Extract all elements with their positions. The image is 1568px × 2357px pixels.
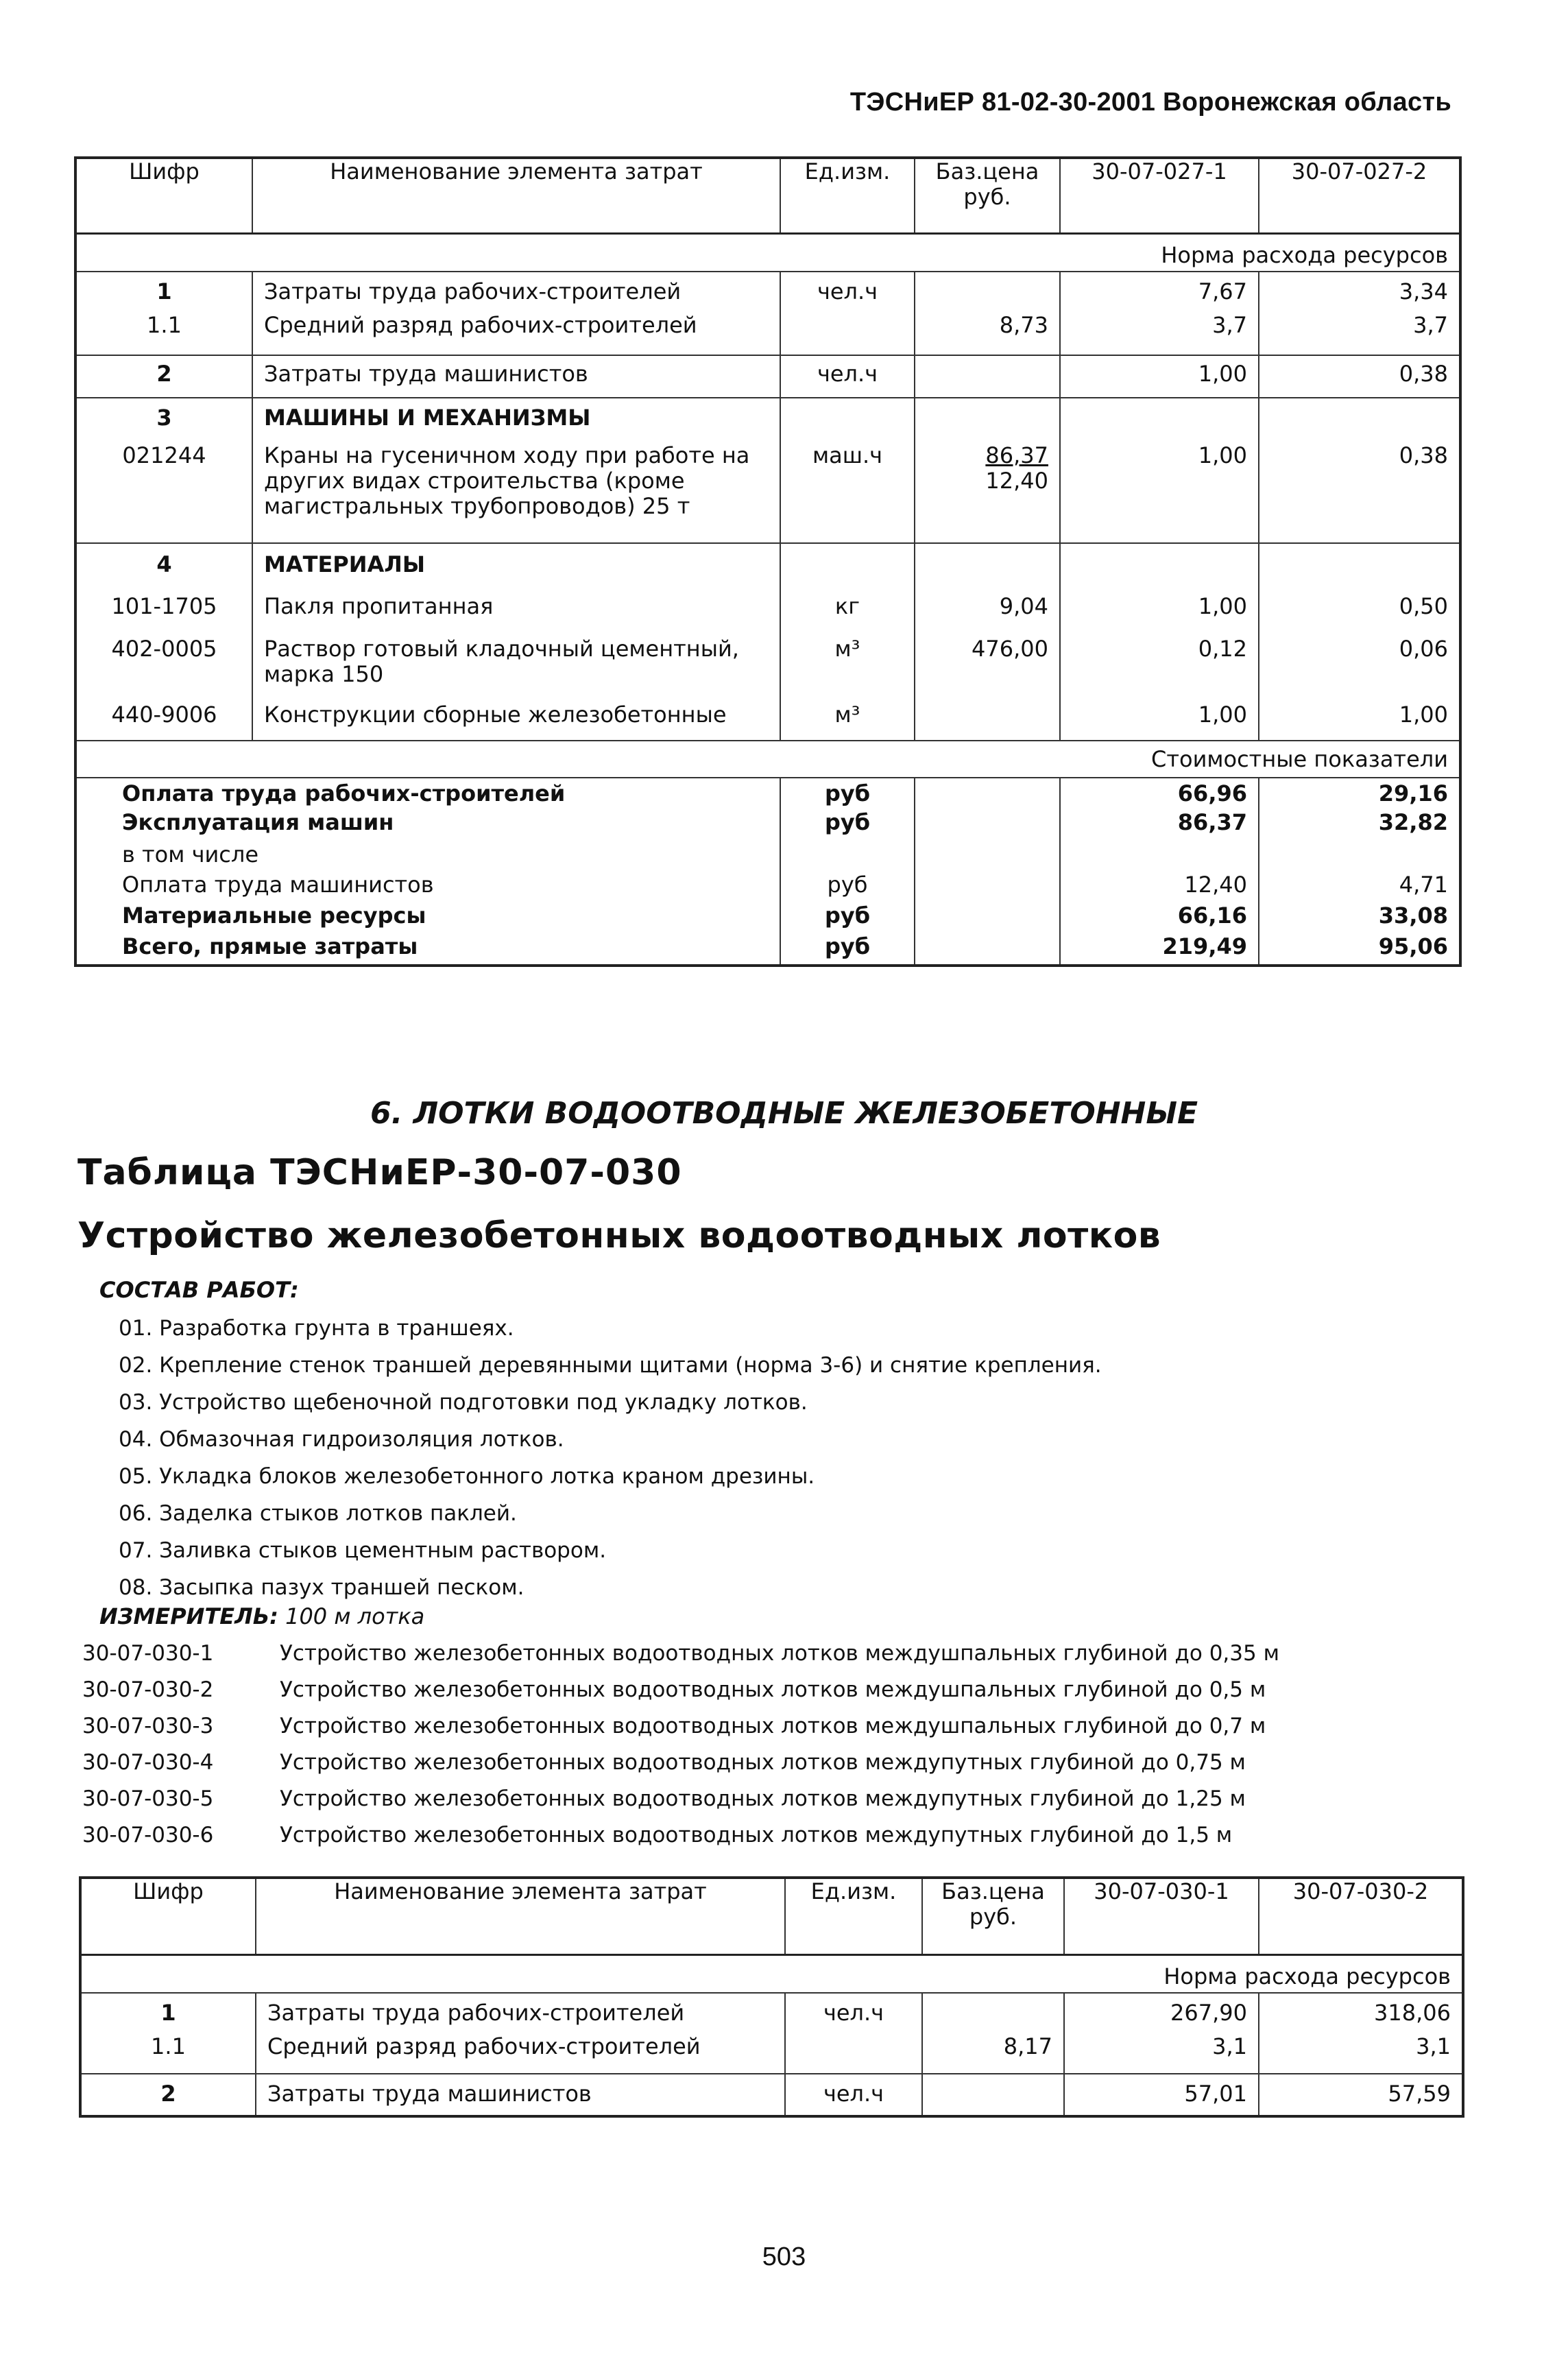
- norm-label: Норма расхода ресурсов: [75, 233, 1460, 272]
- norm-description: Устройство железобетонных водоотводных лотков междупутных глубиной до 0,75 м: [280, 1750, 1246, 1775]
- table-row: [75, 697, 1460, 741]
- header-col-2: 30-07-030-2: [1259, 1878, 1463, 1954]
- table-row: [75, 631, 1460, 697]
- row-code: 1: [156, 278, 172, 304]
- row-code: 2: [75, 355, 252, 398]
- norm-code: 30-07-030-1: [82, 1641, 214, 1666]
- row-price-operator: 12,40: [985, 468, 1048, 494]
- row-code: 440-9006: [111, 702, 217, 728]
- table-row: [75, 440, 1460, 543]
- list-item: [82, 1745, 1279, 1781]
- row-price: 8,17: [922, 2034, 1064, 2074]
- cost-unit: руб: [780, 872, 915, 903]
- row-name: Затраты труда рабочих-строителей: [256, 1993, 785, 2034]
- norm-label: Норма расхода ресурсов: [80, 1954, 1463, 1993]
- row-name: Конструкции сборные железобетонные: [252, 697, 780, 741]
- norm-description: Устройство железобетонных водоотводных лотков междушпальных глубиной до 0,5 м: [280, 1677, 1266, 1702]
- row-value-2: 0,38: [1259, 440, 1460, 543]
- row-value-1: 1,00: [1060, 440, 1259, 543]
- header-price: Баз.цена руб.: [915, 158, 1060, 233]
- cost-value-2: 33,08: [1259, 903, 1460, 934]
- cost-name: Всего, прямые затраты: [122, 933, 418, 959]
- table-caption: Таблица ТЭСНиЕР-30-07-030: [77, 1152, 682, 1193]
- cost-name: Материальные ресурсы: [122, 902, 426, 929]
- cost-row: [75, 842, 1460, 872]
- header-name: Наименование элемента затрат: [252, 158, 780, 233]
- row-name: Пакля пропитанная: [252, 588, 780, 631]
- cost-row: [75, 872, 1460, 903]
- row-code: 101-1705: [111, 593, 217, 619]
- row-unit: маш.ч: [780, 440, 915, 543]
- row-price: 476,00: [915, 631, 1060, 697]
- row-code: 021244: [122, 442, 206, 468]
- row-value-2: 3,34: [1259, 272, 1460, 313]
- header-col-1: 30-07-030-1: [1064, 1878, 1259, 1954]
- cost-value-2: 32,82: [1259, 810, 1460, 842]
- cost-value-1: 86,37: [1060, 810, 1259, 842]
- row-code: 4: [75, 543, 252, 588]
- row-unit: кг: [780, 588, 915, 631]
- table-subtitle: Устройство железобетонных водоотводных лотков: [77, 1215, 1161, 1256]
- row-name: МАТЕРИАЛЫ: [252, 543, 780, 588]
- cost-name: Оплата труда машинистов: [122, 872, 434, 898]
- row-name: Краны на гусеничном ходу при работе на других видах строительства (кроме магистральных трубопроводов) 25 т: [252, 440, 780, 543]
- row-unit: м³: [780, 631, 915, 697]
- norm-label-row: [80, 1954, 1463, 1993]
- header-unit: Ед.изм.: [785, 1878, 922, 1954]
- row-value-1: 1,00: [1060, 588, 1259, 631]
- list-item: 01. Разработка грунта в траншеях.: [119, 1316, 514, 1341]
- cost-value-2: 95,06: [1259, 934, 1460, 966]
- cost-value-1: 219,49: [1060, 934, 1259, 966]
- row-name: Затраты труда машинистов: [252, 355, 780, 398]
- row-unit: чел.ч: [785, 2074, 922, 2116]
- norm-description: Устройство железобетонных водоотводных лотков междушпальных глубиной до 0,35 м: [280, 1641, 1279, 1666]
- cost-unit: руб: [780, 934, 915, 966]
- section-heading: 6. ЛОТКИ ВОДООТВОДНЫЕ ЖЕЛЕЗОБЕТОННЫЕ: [370, 1096, 1198, 1131]
- row-price: 8,73: [915, 313, 1060, 355]
- list-item: 07. Заливка стыков цементным раствором.: [119, 1538, 607, 1563]
- header-unit: Ед.изм.: [780, 158, 915, 233]
- row-price: [915, 272, 1060, 313]
- page-header-title: ТЭСНиЕР 81-02-30-2001 Воронежская область: [849, 88, 1451, 117]
- work-composition-list: [119, 1310, 1102, 1606]
- row-value-1: 57,01: [1064, 2074, 1259, 2116]
- row-value-1: 1,00: [1060, 697, 1259, 741]
- meter-value: 100 м лотка: [285, 1603, 425, 1629]
- measurement-unit-line: [99, 1603, 424, 1629]
- row-value-1: 7,67: [1060, 272, 1259, 313]
- cost-row-total: [75, 934, 1460, 966]
- list-item: [82, 1781, 1279, 1817]
- list-item: 08. Засыпка пазух траншей песком.: [119, 1575, 524, 1600]
- row-code: 1: [160, 2000, 176, 2026]
- header-price: Баз.цена руб.: [922, 1878, 1064, 1954]
- norm-code: 30-07-030-4: [82, 1750, 214, 1775]
- row-value-2: 3,7: [1259, 313, 1460, 355]
- header-name: Наименование элемента затрат: [256, 1878, 785, 1954]
- list-item: 04. Обмазочная гидроизоляция лотков.: [119, 1427, 564, 1452]
- row-price: [922, 1993, 1064, 2034]
- row-value-2: 0,50: [1259, 588, 1460, 631]
- table-header-row: [80, 1878, 1463, 1954]
- list-item: [82, 1672, 1279, 1708]
- row-code: 402-0005: [111, 636, 217, 662]
- row-value-1: 267,90: [1064, 1993, 1259, 2034]
- cost-value-2: 4,71: [1259, 872, 1460, 903]
- row-name: Средний разряд рабочих-строителей: [256, 2034, 785, 2074]
- cost-value-2: 29,16: [1259, 778, 1460, 810]
- row-value-2: 0,38: [1259, 355, 1460, 398]
- row-code: 3: [75, 398, 252, 440]
- cost-name: Эксплуатация машин: [122, 809, 394, 835]
- row-value-2: 0,06: [1259, 631, 1460, 697]
- row-value-2: 57,59: [1259, 2074, 1463, 2116]
- row-unit: м³: [780, 697, 915, 741]
- cost-value-1: 66,96: [1060, 778, 1259, 810]
- cost-unit: руб: [780, 778, 915, 810]
- row-name: Затраты труда рабочих-строителей: [252, 272, 780, 313]
- row-name: Средний разряд рабочих-строителей: [252, 313, 780, 355]
- row-value-1: 3,1: [1064, 2034, 1259, 2074]
- section-row-machines: [75, 398, 1460, 440]
- list-item: 02. Крепление стенок траншей деревянными щитами (норма 3-6) и снятие крепления.: [119, 1353, 1102, 1378]
- work-composition-heading: СОСТАВ РАБОТ:: [99, 1277, 299, 1303]
- header-col-1: 30-07-027-1: [1060, 158, 1259, 233]
- row-price: [922, 2074, 1064, 2116]
- cost-unit: руб: [780, 903, 915, 934]
- row-unit: чел.ч: [780, 272, 915, 313]
- cost-row: [75, 810, 1460, 842]
- list-item: [82, 1817, 1279, 1854]
- cost-value-1: 12,40: [1060, 872, 1259, 903]
- list-item: 06. Заделка стыков лотков паклей.: [119, 1501, 517, 1526]
- row-value-2: 318,06: [1259, 1993, 1463, 2034]
- norm-description: Устройство железобетонных водоотводных лотков междупутных глубиной до 1,5 м: [280, 1823, 1233, 1847]
- row-value-2: 1,00: [1259, 697, 1460, 741]
- list-item: 05. Укладка блоков железобетонного лотка краном дрезины.: [119, 1464, 815, 1489]
- row-unit: чел.ч: [780, 355, 915, 398]
- row-name: Затраты труда машинистов: [256, 2074, 785, 2116]
- table-row: [80, 2034, 1463, 2074]
- norm-code: 30-07-030-2: [82, 1677, 214, 1702]
- meter-label: ИЗМЕРИТЕЛЬ:: [99, 1603, 278, 1629]
- row-code: 1.1: [147, 312, 182, 338]
- cost-value-1: [1060, 842, 1259, 872]
- row-price: 9,04: [915, 588, 1060, 631]
- norm-label-row: [75, 233, 1460, 272]
- table-row: [75, 272, 1460, 313]
- list-item: [82, 1708, 1279, 1745]
- norm-description: Устройство железобетонных водоотводных лотков междушпальных глубиной до 0,7 м: [280, 1714, 1266, 1738]
- row-code: 2: [80, 2074, 256, 2116]
- row-unit: [780, 313, 915, 355]
- row-name: МАШИНЫ И МЕХАНИЗМЫ: [252, 398, 780, 440]
- norm-description: Устройство железобетонных водоотводных лотков междупутных глубиной до 1,25 м: [280, 1786, 1246, 1811]
- list-item: [82, 1636, 1279, 1672]
- row-value-1: 0,12: [1060, 631, 1259, 697]
- row-price: [915, 355, 1060, 398]
- row-value-1: 1,00: [1060, 355, 1259, 398]
- page-number: 503: [762, 2242, 806, 2271]
- norm-code: 30-07-030-5: [82, 1786, 214, 1811]
- cost-value-2: [1259, 842, 1460, 872]
- row-price-machine: 86,37: [985, 442, 1048, 468]
- table-row: [75, 588, 1460, 631]
- table-row: [80, 2074, 1463, 2116]
- resource-table-30-07-030: [79, 1876, 1464, 2118]
- table-row: [75, 313, 1460, 355]
- row-unit: чел.ч: [785, 1993, 922, 2034]
- cost-row: [75, 778, 1460, 810]
- table-header-row: [75, 158, 1460, 233]
- header-code: Шифр: [80, 1878, 256, 1954]
- cost-label: Стоимостные показатели: [75, 741, 1460, 778]
- norm-code: 30-07-030-3: [82, 1714, 214, 1738]
- cost-name: Оплата труда рабочих-строителей: [122, 780, 566, 806]
- norm-code: 30-07-030-6: [82, 1823, 214, 1847]
- row-name: Раствор готовый кладочный цементный, марка 150: [252, 631, 780, 697]
- list-item: 03. Устройство щебеночной подготовки под укладку лотков.: [119, 1390, 808, 1415]
- cost-label-row: [75, 741, 1460, 778]
- row-value-2: 3,1: [1259, 2034, 1463, 2074]
- resource-table-30-07-027: [74, 156, 1462, 967]
- table-row: [75, 355, 1460, 398]
- table-row: [80, 1993, 1463, 2034]
- row-code: 1.1: [151, 2033, 186, 2059]
- header-code: Шифр: [75, 158, 252, 233]
- cost-name: в том числе: [122, 841, 258, 868]
- row-price: [915, 440, 1060, 543]
- norm-codes-list: [82, 1636, 1279, 1854]
- cost-row: [75, 903, 1460, 934]
- cost-unit: руб: [780, 810, 915, 842]
- row-value-1: 3,7: [1060, 313, 1259, 355]
- row-unit: [785, 2034, 922, 2074]
- section-row-materials: [75, 543, 1460, 588]
- row-price: [915, 697, 1060, 741]
- cost-value-1: 66,16: [1060, 903, 1259, 934]
- cost-unit: [780, 842, 915, 872]
- header-col-2: 30-07-027-2: [1259, 158, 1460, 233]
